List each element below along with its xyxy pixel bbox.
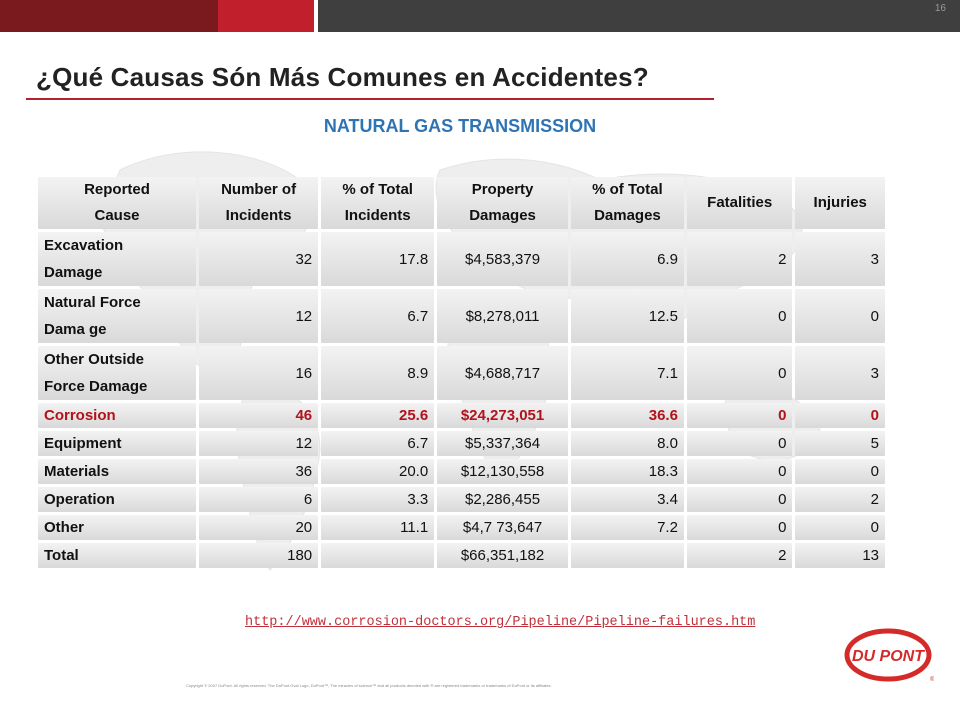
cell-injuries: 0 — [795, 403, 885, 428]
cell-injuries: 0 — [795, 459, 885, 484]
table-row — [38, 543, 885, 568]
table-row — [38, 232, 885, 286]
cell-injuries: 5 — [795, 431, 885, 456]
header-bar-dark — [0, 0, 218, 32]
slide-title: ¿Qué Causas Són Más Comunes en Accidentes? — [36, 62, 649, 92]
cell-pct-damages — [571, 543, 684, 568]
cell-pct-damages: 7.1 — [571, 346, 684, 400]
cell-pct-damages: 18.3 — [571, 459, 684, 484]
cell-property-damages: $5,337,364 — [437, 431, 568, 456]
cell-pct-incidents: 6.7 — [321, 431, 434, 456]
cell-incidents: 46 — [199, 403, 318, 428]
cell-injuries: 2 — [795, 487, 885, 512]
header-pct-incidents: % of Total Incidents — [321, 177, 434, 229]
copyright-notice: Copyright © 2007 DuPont. All rights reserved. The DuPont Oval Logo, DuPont™, The miracles of science™ and all products denoted with ® are registered trademarks or trademarks of DuPont or its affiliates. — [186, 683, 552, 688]
cell-cause: Other — [38, 515, 196, 540]
slide-subtitle — [0, 116, 960, 137]
cell-property-damages: $4,688,717 — [437, 346, 568, 400]
cell-fatalities: 0 — [687, 346, 793, 400]
cell-cause: Equipment — [38, 431, 196, 456]
cell-cause: Other Outside Force Damage — [38, 346, 196, 400]
cell-cause: Natural Force Dama ge — [38, 289, 196, 343]
cell-incidents: 16 — [199, 346, 318, 400]
cell-pct-incidents: 3.3 — [321, 487, 434, 512]
cell-fatalities: 0 — [687, 515, 793, 540]
cell-pct-incidents: 8.9 — [321, 346, 434, 400]
header-property-damages: Property Damages — [437, 177, 568, 229]
source-link[interactable]: http://www.corrosion-doctors.org/Pipeline/Pipeline-failures.htm — [245, 615, 756, 630]
cell-pct-damages: 36.6 — [571, 403, 684, 428]
table-row — [38, 346, 885, 400]
cell-injuries: 0 — [795, 515, 885, 540]
cell-property-damages: $66,351,182 — [437, 543, 568, 568]
cell-incidents: 20 — [199, 515, 318, 540]
cell-pct-damages: 8.0 — [571, 431, 684, 456]
table-row — [38, 431, 885, 456]
cell-fatalities: 0 — [687, 403, 793, 428]
table-header-row — [38, 177, 885, 229]
header-number-of-incidents: Number of Incidents — [199, 177, 318, 229]
svg-text:®: ® — [930, 677, 934, 683]
cell-property-damages: $2,286,455 — [437, 487, 568, 512]
cell-fatalities: 0 — [687, 487, 793, 512]
cell-incidents: 12 — [199, 431, 318, 456]
cell-incidents: 12 — [199, 289, 318, 343]
cell-fatalities: 2 — [687, 543, 793, 568]
header-reported-cause: Reported Cause — [38, 177, 196, 229]
cell-pct-damages: 7.2 — [571, 515, 684, 540]
subtitle-text: NATURAL GAS TRANSMISSION — [323, 116, 597, 136]
cell-pct-damages: 6.9 — [571, 232, 684, 286]
cell-pct-incidents: 17.8 — [321, 232, 434, 286]
cell-cause: Corrosion — [38, 403, 196, 428]
header-injuries: Injuries — [795, 177, 885, 229]
cell-injuries: 13 — [795, 543, 885, 568]
cell-injuries: 3 — [795, 346, 885, 400]
cell-cause: Excavation Damage — [38, 232, 196, 286]
cell-property-damages: $4,583,379 — [437, 232, 568, 286]
cell-pct-damages: 12.5 — [571, 289, 684, 343]
cell-pct-incidents: 25.6 — [321, 403, 434, 428]
cell-fatalities: 0 — [687, 459, 793, 484]
cell-cause: Total — [38, 543, 196, 568]
cell-incidents: 36 — [199, 459, 318, 484]
cell-pct-damages: 3.4 — [571, 487, 684, 512]
cell-injuries: 3 — [795, 232, 885, 286]
cell-pct-incidents: 20.0 — [321, 459, 434, 484]
cell-incidents: 6 — [199, 487, 318, 512]
cell-cause: Materials — [38, 459, 196, 484]
table-row — [38, 487, 885, 512]
cell-pct-incidents — [321, 543, 434, 568]
cell-property-damages: $4,7 73,647 — [437, 515, 568, 540]
incidents-table — [35, 174, 888, 601]
table-row — [38, 515, 885, 540]
svg-text:DU PONT: DU PONT — [852, 648, 924, 665]
cell-injuries: 0 — [795, 289, 885, 343]
cell-pct-incidents: 11.1 — [321, 515, 434, 540]
cell-cause: Operation — [38, 487, 196, 512]
header-bar-red — [218, 0, 314, 32]
table-row — [38, 459, 885, 484]
cell-property-damages: $8,278,011 — [437, 289, 568, 343]
dupont-logo — [844, 628, 934, 684]
cell-property-damages: $24,273,051 — [437, 403, 568, 428]
cell-fatalities: 0 — [687, 431, 793, 456]
page-number: 16 — [934, 3, 946, 14]
header-bar-gray — [318, 0, 960, 32]
cell-incidents: 180 — [199, 543, 318, 568]
cell-fatalities: 2 — [687, 232, 793, 286]
header-fatalities: Fatalities — [687, 177, 793, 229]
header-pct-damages: % of Total Damages — [571, 177, 684, 229]
cell-pct-incidents: 6.7 — [321, 289, 434, 343]
title-underline — [26, 98, 714, 100]
cell-property-damages: $12,130,558 — [437, 459, 568, 484]
cell-fatalities: 0 — [687, 289, 793, 343]
table-row — [38, 403, 885, 428]
cell-incidents: 32 — [199, 232, 318, 286]
table-row — [38, 289, 885, 343]
